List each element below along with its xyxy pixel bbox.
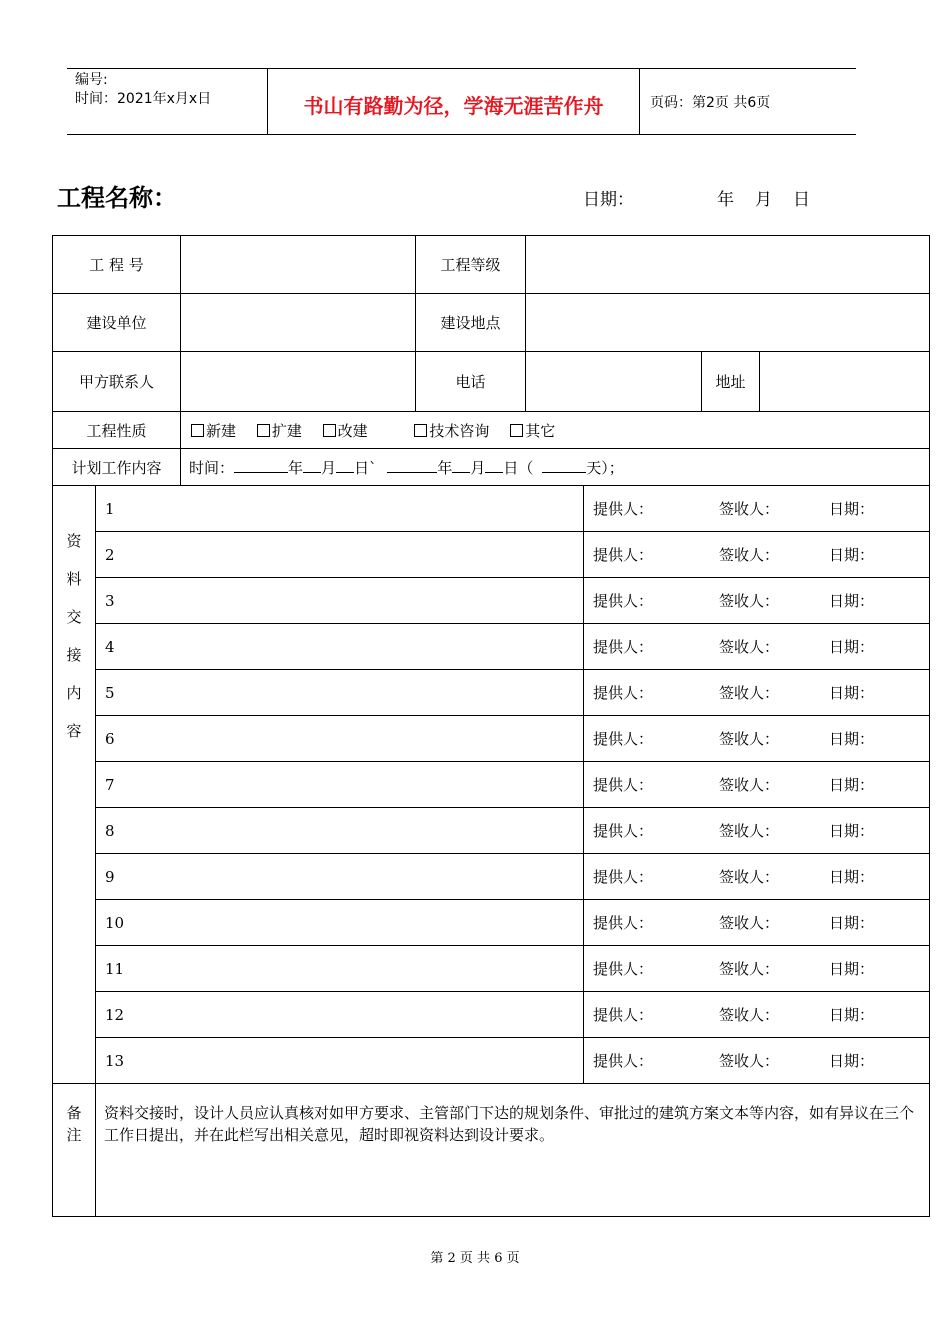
checkbox-other[interactable]: 其它 [510, 422, 555, 440]
item-signoff[interactable] [584, 992, 930, 1038]
item-signoff[interactable] [584, 1038, 930, 1084]
table-row [53, 352, 930, 412]
list-item [53, 716, 930, 762]
provider-label: 提供人： [593, 730, 654, 748]
nature-options [181, 412, 930, 449]
item-number: 13 [105, 1051, 125, 1070]
provider-label: 提供人： [593, 638, 654, 656]
item-signoff[interactable] [584, 578, 930, 624]
list-item [53, 670, 930, 716]
item-content[interactable] [96, 1038, 584, 1084]
item-signoff[interactable] [584, 808, 930, 854]
checkbox-icon [414, 424, 427, 437]
materials-section-label: 资 料 交 接 内 容 [53, 486, 96, 1084]
nature-label: 工程性质 [53, 412, 181, 449]
blank-field[interactable] [303, 458, 321, 473]
item-signoff[interactable] [584, 486, 930, 532]
checkbox-icon [191, 424, 204, 437]
item-number: 1 [105, 499, 115, 518]
date-label: 日期： [829, 500, 875, 518]
item-number: 5 [105, 683, 115, 702]
item-signoff[interactable] [584, 532, 930, 578]
table-row [53, 1084, 930, 1217]
contact-label: 甲方联系人 [53, 352, 181, 412]
date-label: 日期： [829, 638, 875, 656]
header-bottom-rule [67, 134, 856, 135]
header-top-rule [67, 68, 856, 69]
checkbox-new[interactable]: 新建 [191, 422, 236, 440]
list-item [53, 854, 930, 900]
provider-label: 提供人： [593, 1006, 654, 1024]
address-label: 地址 [702, 352, 760, 412]
receiver-label: 签收人： [719, 638, 780, 656]
receiver-label: 签收人： [719, 914, 780, 932]
provider-label: 提供人： [593, 868, 654, 886]
serial-label: 编号: [75, 72, 108, 88]
phone-field[interactable] [526, 352, 702, 412]
table-row [53, 412, 930, 449]
date-label: 日期： [829, 868, 875, 886]
item-number: 7 [105, 775, 115, 794]
table-row [53, 294, 930, 352]
list-item [53, 992, 930, 1038]
location-label: 建设地点 [416, 294, 526, 352]
item-content[interactable] [96, 992, 584, 1038]
provider-label: 提供人： [593, 776, 654, 794]
list-item [53, 762, 930, 808]
item-content[interactable] [96, 900, 584, 946]
provider-label: 提供人： [593, 1052, 654, 1070]
list-item [53, 486, 930, 532]
contact-field[interactable] [181, 352, 416, 412]
item-number: 12 [105, 1005, 125, 1024]
list-item [53, 532, 930, 578]
list-item [53, 1038, 930, 1084]
receiver-label: 签收人： [719, 868, 780, 886]
plan-time: 时间： 年 月 日ˋ 年 月 日（ 天）； [181, 449, 930, 486]
receiver-label: 签收人： [719, 1052, 780, 1070]
item-number: 8 [105, 821, 115, 840]
motto: 书山有路勤为径，学海无涯苦作舟 [303, 94, 604, 118]
list-item [53, 900, 930, 946]
date-label: 日期： [829, 730, 875, 748]
blank-field[interactable] [387, 458, 437, 473]
blank-field[interactable] [234, 458, 288, 473]
project-title: 工程名称： [57, 184, 177, 212]
address-field[interactable] [760, 352, 930, 412]
provider-label: 提供人： [593, 914, 654, 932]
checkbox-icon [257, 424, 270, 437]
item-signoff[interactable] [584, 900, 930, 946]
provider-label: 提供人： [593, 546, 654, 564]
item-number: 10 [105, 913, 125, 932]
date-label: 日期： [829, 914, 875, 932]
date-label: 日期： [583, 190, 634, 210]
item-signoff[interactable] [584, 624, 930, 670]
receiver-label: 签收人： [719, 776, 780, 794]
provider-label: 提供人： [593, 684, 654, 702]
project-grade-field[interactable] [526, 236, 930, 294]
blank-field[interactable] [542, 458, 586, 473]
item-content[interactable] [96, 716, 584, 762]
phone-label: 电话 [416, 352, 526, 412]
project-no-label: 工 程 号 [53, 236, 181, 294]
date-year: 年 [717, 190, 734, 210]
item-signoff[interactable] [584, 716, 930, 762]
date-label: 日期： [829, 1052, 875, 1070]
list-item [53, 808, 930, 854]
item-content[interactable] [96, 762, 584, 808]
date-day: 日 [793, 190, 810, 210]
builder-field[interactable] [181, 294, 416, 352]
item-content[interactable] [96, 854, 584, 900]
list-item [53, 624, 930, 670]
item-number: 11 [105, 959, 125, 978]
item-number: 2 [105, 545, 115, 564]
receiver-label: 签收人： [719, 960, 780, 978]
location-field[interactable] [526, 294, 930, 352]
materials-list [53, 486, 930, 1084]
checkbox-expand[interactable]: 扩建 [257, 422, 302, 440]
checkbox-icon [323, 424, 336, 437]
item-signoff[interactable] [584, 670, 930, 716]
checkbox-rebuild[interactable]: 改建 [323, 422, 368, 440]
item-content[interactable] [96, 578, 584, 624]
list-item [53, 578, 930, 624]
date-label: 日期： [829, 592, 875, 610]
provider-label: 提供人： [593, 960, 654, 978]
receiver-label: 签收人： [719, 592, 780, 610]
blank-field[interactable] [452, 458, 470, 473]
item-content[interactable] [96, 946, 584, 992]
item-number: 4 [105, 637, 115, 656]
receiver-label: 签收人： [719, 822, 780, 840]
item-content[interactable] [96, 532, 584, 578]
checkbox-consult[interactable]: 技术咨询 [414, 422, 489, 440]
builder-label: 建设单位 [53, 294, 181, 352]
checkbox-icon [510, 424, 523, 437]
item-signoff[interactable] [584, 946, 930, 992]
table-row [53, 449, 930, 486]
handover-table [52, 235, 930, 1217]
item-content[interactable] [96, 670, 584, 716]
date-label: 日期： [829, 960, 875, 978]
item-number: 3 [105, 591, 115, 610]
item-signoff[interactable] [584, 854, 930, 900]
table-row [53, 236, 930, 294]
note-label: 备 注 [53, 1084, 96, 1217]
note-text: 资料交接时，设计人员应认真核对如甲方要求、主管部门下达的规划条件、审批过的建筑方案文本等内容，如有异议在三个工作日提出，并在此栏写出相关意见，超时即视资料达到设计要求。 [96, 1084, 930, 1217]
item-content[interactable] [96, 624, 584, 670]
blank-field[interactable] [336, 458, 354, 473]
date-label: 日期： [829, 1006, 875, 1024]
receiver-label: 签收人： [719, 546, 780, 564]
receiver-label: 签收人： [719, 730, 780, 748]
page-footer: 第 2 页 共 6 页 [430, 1251, 520, 1266]
project-no-field[interactable] [181, 236, 416, 294]
provider-label: 提供人： [593, 822, 654, 840]
item-content[interactable] [96, 808, 584, 854]
list-item [53, 946, 930, 992]
date-label: 日期： [829, 546, 875, 564]
provider-label: 提供人： [593, 592, 654, 610]
item-number: 9 [105, 867, 115, 886]
item-signoff[interactable] [584, 762, 930, 808]
project-grade-label: 工程等级 [416, 236, 526, 294]
blank-field[interactable] [485, 458, 503, 473]
provider-label: 提供人： [593, 500, 654, 518]
receiver-label: 签收人： [719, 684, 780, 702]
item-number: 6 [105, 729, 115, 748]
plan-label: 计划工作内容 [53, 449, 181, 486]
date-label: 日期： [829, 822, 875, 840]
page-label: 页码：第2页 共6页 [650, 95, 771, 111]
date-month: 月 [755, 190, 772, 210]
item-content[interactable] [96, 486, 584, 532]
date-label: 日期： [829, 684, 875, 702]
receiver-label: 签收人： [719, 500, 780, 518]
date-label: 日期： [829, 776, 875, 794]
receiver-label: 签收人： [719, 1006, 780, 1024]
header-divider [639, 68, 640, 135]
time-label: 时间：2021年x月x日 [75, 91, 212, 107]
